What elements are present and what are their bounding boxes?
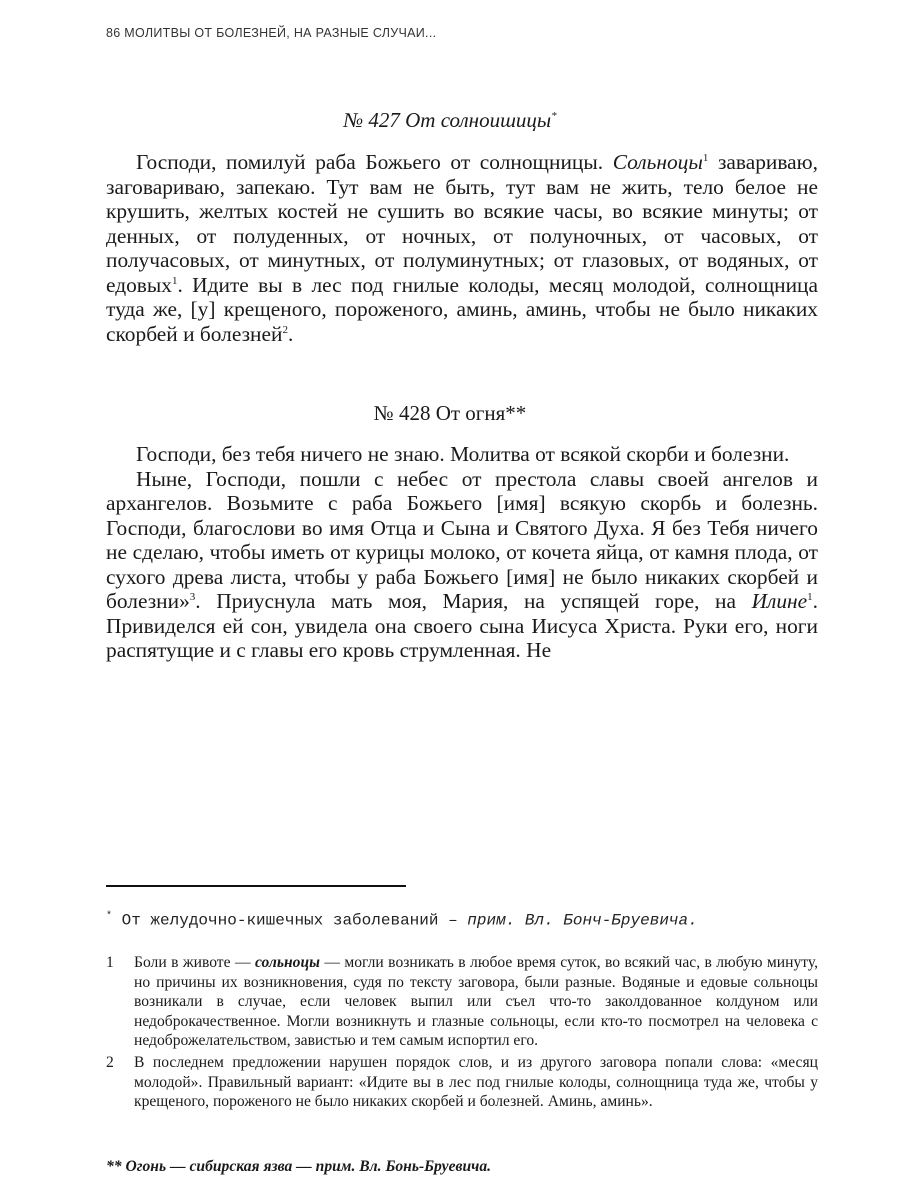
bold-term: сольноцы [254, 954, 320, 971]
running-head: 86 МОЛИТВЫ ОТ БОЛЕЗНЕЙ, НА РАЗНЫЕ СЛУЧАИ... [106, 26, 437, 40]
prayer-428-paragraph-1: Господи, без тебя ничего не знаю. Молитва от всякой скорби и болезни. [136, 442, 790, 466]
prayer-427-paragraph [106, 150, 818, 346]
footnote-number: 1 [106, 954, 114, 971]
footnote-2 [106, 1053, 818, 1112]
prayer-428-title: № 428 От огня** [373, 401, 527, 425]
footnote-divider [106, 885, 406, 887]
text-run: — могли возникать в любое время суток, во всякий час, в любую минуту, но причины их возникновения, судя по тексту заговора, были разные. Водяные и едовые сольноцы возникали в случае, если человек выпил или съел что-то заколдованное колдуном или недоброкачественное. Могли возникнуть и глазные сольноцы, если кто-то посмотрел на человека с недоброжелательством, завистью и тем самым испортил его. [134, 954, 818, 1050]
footnote-ref: 1 [702, 151, 709, 164]
footnote-text [134, 953, 818, 1051]
text-run: . Идите вы в лес под гнилые колоды, месяц молодой, солнощница туда же, [у] крещеного, пороженого, аминь, аминь, чтобы не было никаких скорбей и болезней [106, 272, 818, 346]
footnote-ref: 1 [171, 274, 178, 287]
italic-term: Сольноцы [612, 150, 703, 174]
title-footnote-mark: * [551, 110, 557, 122]
attribution: прим. Вл. Бонч-Бруевича. [467, 911, 698, 930]
prayer-428-body [106, 442, 818, 663]
prayer-427-body [106, 150, 818, 346]
prayer-428-paragraph-2 [106, 467, 818, 663]
footnote-1 [106, 953, 818, 1051]
text-run: . Привиделся ей сон, увидела она своего сына Иисуса Христа. Руки его, ноги распятущие и с главы его кровь струмленная. Не [106, 589, 818, 662]
footnote-ref: 3 [189, 590, 196, 603]
prayer-427-title-text: № 427 От солноишицы [343, 108, 552, 132]
footnote-list [106, 953, 818, 1114]
footnote-ref: 2 [282, 323, 288, 336]
text-run: . Приуснула мать моя, Мария, на успящей горе, на [195, 589, 752, 613]
footnote-number: 2 [106, 1053, 114, 1071]
text-run: завариваю, заговариваю, запекаю. Тут вам не быть, тут вам не жить, тело белое не крушить, желтых костей не сушить во всякие часы, во всякие минуты; от денных, от полуденных, от ночных, от полуночных, от часовых, от получасовых, от минутных, от полуминутных; от глазовых, от водяных, от едовых [106, 150, 819, 297]
footnote-double-star: ** Огонь — сибирская язва — прим. Вл. Бонь-Бруевича. [106, 1158, 492, 1175]
footnote-star [106, 905, 818, 932]
footnote-text: В последнем предложении нарушен порядок слов, и из другого заговора попали слова: «месяц молодой». Правильный вариант: «Идите вы в лес под гнилые колоды, солнощница туда же, чтобы у крещеного, пороженого не было никаких скорбей и болезней. Аминь, аминь». [134, 1053, 818, 1111]
footnote-ref: 1 [807, 590, 813, 603]
footnote-mark: * [106, 911, 113, 922]
text-run: . [287, 321, 294, 346]
text-run: Господи, помилуй раба Божьего от солнощницы. [136, 150, 613, 174]
prayer-427-title [0, 108, 900, 133]
text-run: Ныне, Господи, пошли с небес от престола славы своей ангелов и архангелов. Возьмите с раба Божьего [имя] всякую скорбь и болезнь. Господи, благослови во имя Отца и Сына и Святого Духа. Я без Тебя ничего не сделаю, чтобы иметь от курицы молоко, от кочета яйца, от камня плода, от сухого древа листа, чтобы у раба Божьего [имя] не было никаких скорбей и болезни» [106, 466, 818, 613]
italic-term: Илине [751, 589, 808, 613]
text-run: От желудочно-кишечных заболеваний – [112, 911, 468, 930]
text-run: Боли в животе — [134, 954, 255, 971]
